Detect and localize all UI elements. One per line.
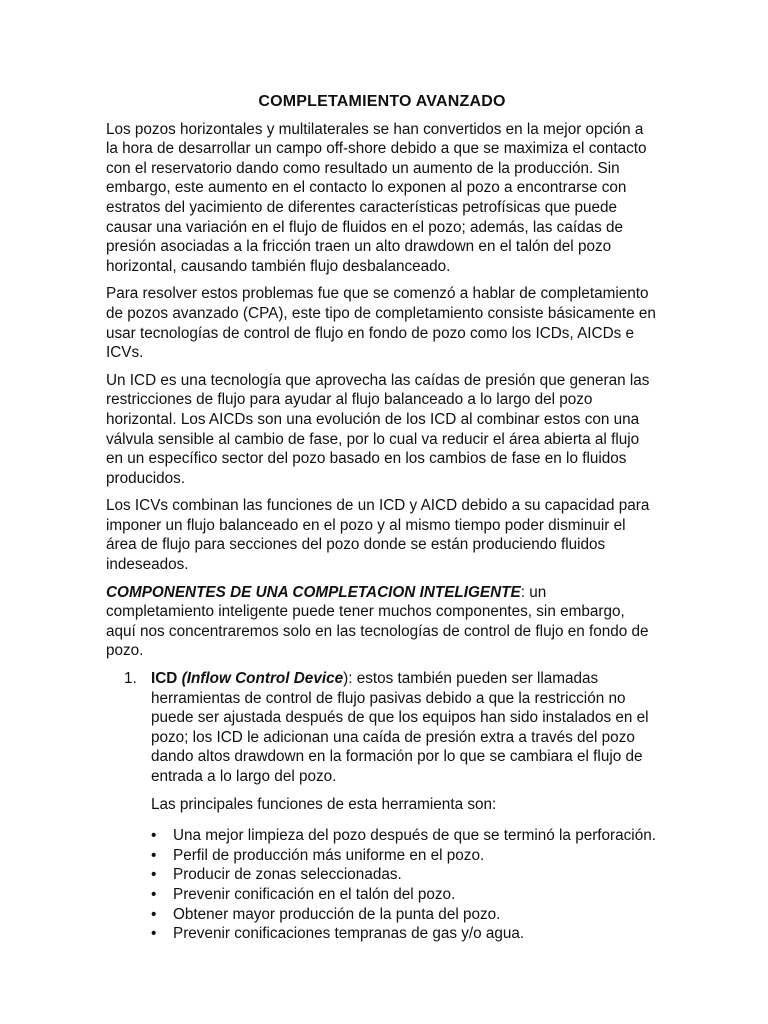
list-item [151, 924, 658, 944]
icd-abbr: ICD [151, 670, 178, 688]
icd-description [151, 669, 658, 787]
paragraph-icd-aicd: Un ICD es una tecnología que aprovecha las caídas de presión que generan las restricciones de flujo para ayudar al flujo balanceado a lo largo del pozo horizontal. Los AICDs son una evolución de los ICD al combinar estos con una válvula sensible al cambio de fase, por lo cual va reducir el área abierta al flujo en un específico sector del pozo basado en los cambios de fase en lo fluidos producidos. [106, 371, 650, 487]
list-item-number: 1. [124, 670, 137, 688]
list-item [151, 865, 658, 885]
function-text: Producir de zonas seleccionadas. [173, 866, 402, 884]
function-text: Perfil de producción más uniforme en el pozo. [173, 846, 485, 864]
bullet-icon: • [151, 925, 157, 943]
paragraph-cpa: Para resolver estos problemas fue que se comenzó a hablar de completamiento de pozos avanzado (CPA), este tipo de completamiento consiste básicamente en usar tecnologías de control de flujo en fondo de pozo como los ICDs, AICDs e ICVs. [106, 285, 656, 362]
function-text: Prevenir conificación en el talón del pozo. [173, 885, 456, 903]
components-text: : un completamiento inteligente puede tener muchos componentes, sin embargo, aquí nos concentraremos solo en las tecnologías de control de flujo en fondo de pozo. [106, 583, 649, 660]
bullet-icon: • [151, 885, 157, 903]
list-item [151, 885, 658, 905]
bullet-icon: • [151, 866, 157, 884]
function-text: Una mejor limpieza del pozo después de que se terminó la perforación. [173, 827, 656, 845]
function-text: Obtener mayor producción de la punta del pozo. [173, 905, 501, 923]
bullet-icon: • [151, 846, 157, 864]
numbered-list [106, 669, 658, 944]
paragraph-components [106, 583, 658, 661]
list-item [151, 826, 658, 846]
functions-list [151, 826, 658, 944]
icd-full-name: (Inflow Control Device [181, 670, 344, 688]
paragraph-intro: Los pozos horizontales y multilaterales se han convertidos en la mejor opción a la hora de desarrollar un campo off-shore debido a que se maximiza el contacto con el reservatorio dando como resultado un aumento de la producción. Sin embargo, este aumento en el contacto lo exponen al pozo a encontrarse con estratos del yacimiento de diferentes características petrofísicas que puede causar una variación en el flujo de fluidos en el pozo; además, las caídas de presión asociadas a la fricción traen un alto drawdown en el talón del pozo horizontal, causando también flujo desbalanceado. [106, 120, 647, 275]
paragraph-icv: Los ICVs combinan las funciones de un ICD y AICD debido a su capacidad para imponer un flujo balanceado en el pozo y al mismo tiempo poder disminuir el área de flujo para secciones del pozo donde se están produciendo fluidos indeseados. [106, 497, 650, 574]
bullet-icon: • [151, 905, 157, 923]
icd-text: ): estos también pueden ser llamadas herramientas de control de flujo pasivas debido a que la restricción no puede ser ajustada después de que los equipos han sido instalados en el pozo; los ICD le adicionan una caída de presión extra a través del pozo dando altos drawdown en la formación por lo que se cambiara el flujo de entrada a lo largo del pozo. [151, 670, 649, 785]
list-item [151, 905, 658, 925]
function-text: Prevenir conificaciones tempranas de gas y/o agua. [173, 925, 525, 943]
document-title: COMPLETAMIENTO AVANZADO [258, 93, 506, 110]
list-item [151, 846, 658, 866]
list-item-icd [106, 669, 658, 944]
bullet-icon: • [151, 827, 157, 845]
functions-intro: Las principales funciones de esta herramienta son: [151, 795, 497, 813]
components-heading: COMPONENTES DE UNA COMPLETACION INTELIGENTE [106, 583, 521, 601]
